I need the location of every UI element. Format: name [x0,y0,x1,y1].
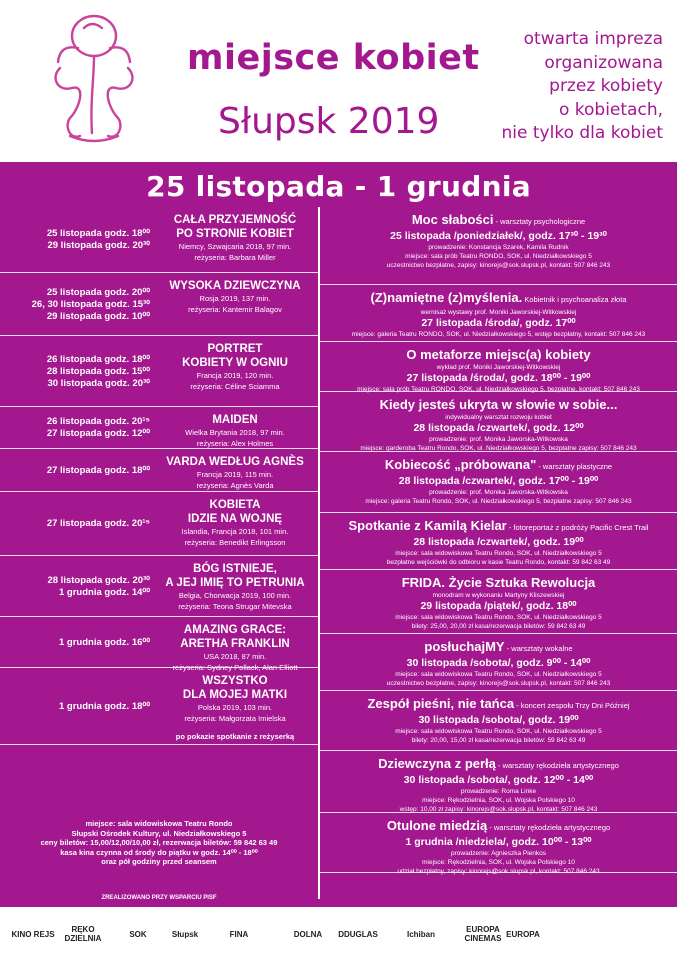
page-subtitle: Słupsk 2019 [218,101,440,142]
film-director: reżyseria: Sydney Pollack, Alan Elliott [172,663,298,672]
event-date: 25 listopada /poniedziałek/, godz. 17³⁰ - 19³⁰ [390,230,607,242]
sponsor-logo: Słupsk [171,929,199,939]
event-title [320,696,677,714]
film-info [150,342,320,392]
event-subtitle: wernisaż wystawy prof. Moniki Jaworskiej-Witkowskiej [420,309,577,316]
event-name: O metaforze miejsc(a) kobiety [406,347,591,362]
film-row [0,617,318,672]
film-meta: Rosja 2019, 137 min. [199,294,271,303]
film-screenings [0,416,150,440]
film-meta: Niemcy, Szwajcaria 2018, 97 min. [178,242,292,251]
film-title: CAŁA PRZYJEMNOŚĆ [173,214,297,226]
event-title [320,639,677,657]
film-meta: Francja 2019, 115 min. [196,470,274,479]
event-name: Kiedy jesteś ukryta w słowie w sobie... [379,397,618,412]
event-row [320,392,677,452]
event-details: bilety: 20,00, 15,00 zł kasa/rezerwacja biletów: 59 842 63 49 [411,737,586,744]
event-date: 27 listopada /środa/, godz. 18⁰⁰ - 19⁰⁰ [406,372,591,384]
event-date: 28 listopada /czwartek/, godz. 19⁰⁰ [413,536,584,548]
event-subtitle: monodram w wykonaniu Martyny Kliszewskiej [432,592,565,599]
sponsor-logo: KINO REJS [11,929,55,939]
event-details: miejsce: sala widowiskowa Teatru Rondo, SOK, ul. Niedziałkowskiego 5 [395,671,602,678]
event-subtitle: indywidualny warsztat rozwoju kobiet [445,414,552,421]
event-details: prowadzenie: Konstancja Szarek, Kamila Rudnik [428,244,569,251]
film-info [150,279,320,315]
film-screenings [0,637,150,649]
event-details: bilety: 25,00, 20,00 zł kasa/rezerwacja biletów: 59 842 63 49 [411,623,586,630]
funding-credit: ZREALIZOWANO PRZY WSPARCIU PISF [101,895,217,901]
film-title: A JEJ IMIĘ TO PETRUNIA [165,577,305,589]
film-title: KOBIETA [209,499,261,511]
event-details: miejsce: Rękodzielnia, SOK, ul. Wojska Polskiego 10 [422,859,575,866]
event-title [320,212,677,230]
film-row [0,449,318,492]
film-director: reżyseria: Agnès Varda [196,481,274,490]
tagline-line: organizowana [544,52,663,73]
screening-time: 29 listopada godz. 20³⁰ [47,240,150,251]
tagline-line: o kobietach, [558,99,663,120]
film-director: reżyseria: Małgorzata Imielska [184,714,286,723]
event-date: 30 listopada /sobota/, godz. 12⁰⁰ - 14⁰⁰ [403,774,594,786]
cinema-info [0,819,318,867]
event-details: wstęp: 10,00 zł zapisy: kinorejs@sok.slupsk.pl, kontakt: 507 846 243 [399,806,598,813]
sponsor-logo: DDUGLAS [338,929,378,939]
event-kind: - fotoreportaż z podróży Pacific Crest Trail [506,523,649,532]
event-row [320,513,677,570]
film-director: reżyseria: Benedikt Erlingsson [184,538,286,547]
event-details: bezpłatne wejściówki do odbioru w kasie Teatru Rondo, kontakt: 59 842 63 49 [386,559,611,566]
event-title [320,397,677,413]
film-screenings [0,287,150,323]
film-row [0,492,318,556]
film-row [0,336,318,407]
event-details: prowadzenie: Roma Linke [460,788,537,795]
film-row [0,207,318,273]
event-kind: - warsztaty rękodzieła artystycznego [487,823,611,832]
film-title: BÓG ISTNIEJE, [193,563,277,575]
event-kind: - warsztaty psychologiczne [493,217,586,226]
film-director: reżyseria: Teona Strugar Mitevska [178,602,292,611]
event-row [320,691,677,751]
film-title: PORTRET [207,343,263,355]
event-kind: - koncert zespołu Trzy Dni Później [514,701,630,710]
sponsor-logo: EUROPA [506,929,540,939]
event-details: miejsce: galeria Teatru RONDO, SOK, ul. Niedziałkowskiego 5, wstęp bezpłatny, kontakt: 507 846 243 [351,331,646,338]
event-row [320,813,677,873]
event-name: Kobiecość „próbowana" [384,457,537,472]
event-row [320,452,677,513]
film-info [150,498,320,548]
event-date: 30 listopada /sobota/, godz. 9⁰⁰ - 14⁰⁰ [406,657,591,669]
film-row [0,556,318,617]
screening-time: 30 listopada godz. 20³⁰ [47,377,150,389]
event-name: Moc słabości [411,212,494,227]
event-details: prowadzenie: Agnieszka Pienkos [450,850,547,857]
film-title: DLA MOJEJ MATKI [182,689,288,701]
film-meta: Islandia, Francja 2018, 101 min. [181,527,289,536]
tagline-line: otwarta impreza [523,29,663,49]
sponsor-logo: SOK [129,929,147,939]
film-info [150,455,320,491]
film-director: reżyseria: Kantemir Balagov [188,305,282,314]
screening-time: 28 listopada godz. 20³⁰ [47,574,150,586]
event-row [320,751,677,813]
event-details: miejsce: sala widowiskowa Teatru Rondo, SOK, ul. Niedziałkowskiego 5 [395,728,602,735]
film-meta: Polska 2019, 103 min. [197,703,273,712]
event-details: uczestnictwo bezpłatne, zapisy: kinorejs@sok.slupsk.pl, kontakt: 507 846 243 [386,680,611,687]
event-details: prowadzenie: prof. Monika Jaworska-Witkowska [429,489,568,496]
event-title [320,518,677,536]
info-line: Słupski Ośrodek Kultury, ul. Niedziałkowskiego 5 [71,828,247,838]
event-name: Spotkanie z Kamilą Kielar [348,518,507,533]
screening-time: 27 listopada godz. 20¹⁵ [46,518,150,529]
sponsor-bar [0,907,677,960]
event-details: prowadzenie: prof. Monika Jaworska-Witkowska [429,436,568,443]
event-name: Otulone miedzią [386,818,488,833]
film-title: VARDA WEDŁUG AGNÈS [166,456,304,468]
event-row [320,342,677,392]
screening-time: 28 listopada godz. 15⁰⁰ [46,365,150,377]
film-meta: Francja 2019, 120 min. [196,371,274,380]
screening-time: 26 listopada godz. 20¹⁵ [46,416,150,427]
screening-time: 25 listopada godz. 18⁰⁰ [46,228,150,239]
event-list [320,207,677,873]
sponsor-logo: Ichiban [406,929,435,939]
event-kind: - warsztaty plastyczne [536,462,613,471]
screening-time: 29 listopada godz. 10⁰⁰ [46,310,150,322]
event-row [320,207,677,285]
film-title: MAIDEN [212,414,258,426]
film-screenings [0,575,150,599]
event-title [320,575,677,591]
film-row [0,668,318,745]
film-title: KOBIETY W OGNIU [182,357,288,369]
event-title [320,756,677,774]
logo-icon [40,8,148,148]
event-date: 29 listopada /piątek/, godz. 18⁰⁰ [420,600,577,612]
event-details: udział bezpłatny, zapisy: kinorejs@sok.slupsk.pl, kontakt: 507 846 243 [397,868,600,875]
event-row [320,570,677,634]
event-date: 30 listopada /sobota/, godz. 19⁰⁰ [418,714,579,726]
film-title: PO STRONIE KOBIET [176,228,294,240]
film-list [0,207,318,745]
info-line: kasa kina czynna od środy do piątku w godz. 14⁰⁰ - 18⁰⁰ [60,847,258,857]
event-details: miejsce: Rękodzielnia, SOK, ul. Wojska Polskiego 10 [422,797,575,804]
sponsor-logo: RĘKO DZIELNIA [64,925,102,943]
event-title [320,457,677,475]
film-info [150,413,320,449]
sponsor-logo: FINA [229,929,249,939]
film-screenings [0,354,150,390]
film-director: reżyseria: Alex Holmes [196,439,274,448]
event-row [320,285,677,342]
event-name: Dziewczyna z perłą [378,756,496,771]
film-title: WSZYSTKO [202,675,268,687]
event-details: miejsce: sala widowiskowa Teatru Rondo, SOK, ul. Niedziałkowskiego 5 [395,550,602,557]
film-director: reżyseria: Céline Sciamma [190,382,280,391]
sponsor-logo: DOLNA [293,929,323,939]
film-title: WYSOKA DZIEWCZYNA [169,280,301,292]
film-meta: Belgia, Chorwacja 2019, 100 min. [178,591,292,600]
event-name: posłuchajMY [424,639,505,654]
tagline-line: nie tylko dla kobiet [501,123,663,143]
film-director: reżyseria: Barbara Miller [194,253,276,262]
event-kind: - warsztaty wokalne [504,644,573,653]
screening-time: 27 listopada godz. 12⁰⁰ [46,428,150,439]
screening-time: 26 listopada godz. 18⁰⁰ [46,353,150,365]
tagline [463,28,663,146]
screening-time: 26, 30 listopada godz. 15³⁰ [31,298,150,310]
film-screenings [0,228,150,252]
film-info [150,562,320,612]
film-meta: Wielka Brytania 2018, 97 min. [185,428,285,437]
event-title [320,818,677,836]
tagline-line: przez kobiety [549,76,663,96]
film-title: IDZIE NA WOJNĘ [187,513,283,525]
event-name: (Z)namiętne (z)myślenia. [370,290,523,305]
film-info [150,623,320,673]
event-name: FRIDA. Życie Sztuka Rewolucja [401,575,596,590]
event-details: miejsce: sala prób Teatru RONDO, SOK, ul. Niedziałkowskiego 5 [405,253,592,260]
screening-time: 27 listopada godz. 18⁰⁰ [46,464,150,476]
film-note: po pokazie spotkanie z reżyserką [175,732,295,741]
screening-time: 25 listopada godz. 20⁰⁰ [46,286,150,298]
film-screenings [0,701,150,713]
screening-time: 1 grudnia godz. 14⁰⁰ [58,586,150,598]
event-date: 27 listopada /środa/, godz. 17⁰⁰ [421,317,576,329]
event-title [320,347,677,363]
event-subtitle: wykład prof. Moniki Jaworskiej-Witkowskiej [436,364,561,371]
page-title: miejsce kobiet [187,38,480,78]
screening-time: 1 grudnia godz. 16⁰⁰ [58,636,150,648]
film-screenings [0,518,150,530]
event-title [320,290,677,308]
event-details: uczestnictwo bezpłatne, zapisy: kinorejs@sok.slupsk.pl, kontakt: 507 846 243 [386,262,611,269]
event-details: miejsce: sala widowiskowa Teatru Rondo, SOK, ul. Niedziałkowskiego 5 [395,614,602,621]
film-row [0,273,318,336]
film-title: AMAZING GRACE: [183,624,287,636]
info-line: miejsce: sala widowiskowa Teatru Rondo [85,819,233,828]
film-row [0,407,318,449]
event-row [320,634,677,691]
event-details: miejsce: garderoba Teatru Rondo, SOK, ul. Niedziałkowskiego 5, bezpłatne zapisy: 507 846 243 [360,445,637,452]
event-date: 1 grudnia /niedziela/, godz. 10⁰⁰ - 13⁰⁰ [405,836,592,848]
film-info [150,674,320,741]
info-line: oraz pół godziny przed seansem [101,857,217,867]
film-info [150,213,320,263]
film-meta: USA 2018, 87 min. [203,652,267,661]
sponsor-logo: EUROPA CINEMAS [464,925,502,943]
event-date: 28 listopada /czwartek/, godz. 17⁰⁰ - 19⁰⁰ [398,475,599,487]
screening-time: 1 grudnia godz. 18⁰⁰ [58,700,150,712]
info-line: ceny biletów: 15,00/12,00/10,00 zł, rezerwacja biletów: 59 842 63 49 [40,838,278,848]
event-kind: Kobietnik i psychoanaliza złota [522,295,627,304]
header [0,0,677,162]
event-details: miejsce: galeria Teatru Rondo, SOK, ul. Niedziałkowskiego 5, bezpłatne zapisy: 507 846 243 [365,498,632,505]
festival-dates: 25 listopada - 1 grudnia [146,170,531,203]
event-name: Zespół pieśni, nie tańca [367,696,515,711]
event-date: 28 listopada /czwartek/, godz. 12⁰⁰ [413,422,584,434]
film-title: ARETHA FRANKLIN [180,638,290,650]
film-screenings [0,465,150,477]
event-kind: - warsztaty rękodzieła artystycznego [495,761,619,770]
event-details: miejsce: sala prób Teatru RONDO, SOK, ul. Niedziałkowskiego 5, bezpłatne, kontakt: 507 846 243 [357,386,640,393]
